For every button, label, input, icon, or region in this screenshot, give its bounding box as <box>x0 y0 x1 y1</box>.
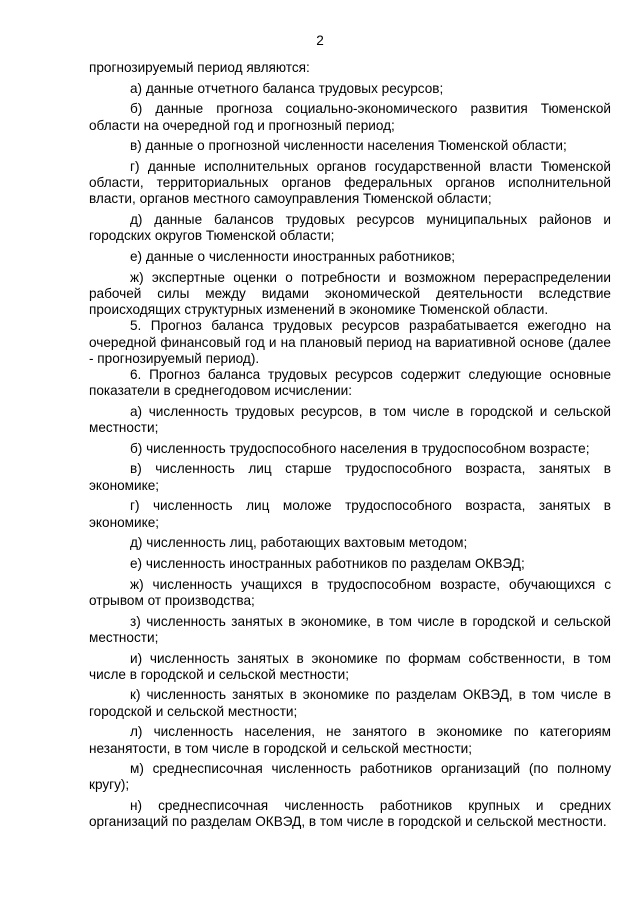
paragraph-indicator-d: д) численность лиц, работающих вахтовым методом; <box>130 535 468 551</box>
paragraph-source-b: б) данные прогноза социально-экономического развития Тюменской области на очередной год и прогнозный период; <box>89 101 611 133</box>
paragraph-clause-6: 6. Прогноз баланса трудовых ресурсов содержит следующие основные показатели в среднегодовом исчислении: <box>89 366 611 399</box>
paragraph-indicator-m: м) среднесписочная численность работников организаций (по полному кругу); <box>89 761 611 793</box>
paragraph-indicator-zh: ж) численность учащихся в трудоспособном возрасте, обучающихся с отрывом от производства; <box>89 576 611 608</box>
paragraph-source-g: г) данные исполнительных органов государственной власти Тюменской области, территориальных органов федеральных органов исполнительной власти, органов местного самоуправления Тюменской области; <box>89 159 611 207</box>
paragraph-source-zh: ж) экспертные оценки о потребности и возможном перераспределении рабочей силы между видами экономической деятельности вследствие происходящих структурных изменений в экономике Тюменской области. <box>89 269 611 318</box>
paragraph-clause-5: 5. Прогноз баланса трудовых ресурсов разрабатывается ежегодно на очередной финансовый год и на плановый период на вариативной основе (далее - прогнозируемый период). <box>89 318 611 366</box>
paragraph-intro: прогнозируемый период являются: <box>89 60 310 75</box>
page-number: 2 <box>316 33 324 48</box>
paragraph-indicator-a: а) численность трудовых ресурсов, в том числе в городской и сельской местности; <box>89 403 611 436</box>
paragraph-indicator-b: б) численность трудоспособного населения в трудоспособном возрасте; <box>130 440 590 456</box>
paragraph-indicator-i: и) численность занятых в экономике по формам собственности, в том числе в городской и сельской местности; <box>89 650 611 682</box>
paragraph-source-d: д) данные балансов трудовых ресурсов муниципальных районов и городских округов Тюменской области; <box>89 212 611 244</box>
paragraph-indicator-z: з) численность занятых в экономике, в том числе в городской и сельской местности; <box>89 613 611 645</box>
paragraph-source-v: в) данные о прогнозной численности населения Тюменской области; <box>130 138 567 154</box>
document-body <box>89 60 611 835</box>
paragraph-indicator-e: е) численность иностранных работников по разделам ОКВЭД; <box>130 555 525 571</box>
paragraph-indicator-k: к) численность занятых в экономике по разделам ОКВЭД, в том числе в городской и сельской местности; <box>89 687 611 719</box>
paragraph-indicator-g: г) численность лиц моложе трудоспособного возраста, занятых в экономике; <box>89 498 611 530</box>
paragraph-indicator-v: в) численность лиц старше трудоспособного возраста, занятых в экономике; <box>89 461 611 493</box>
paragraph-indicator-n: н) среднесписочная численность работников крупных и средних организаций по разделам ОКВЭД, в том числе в городской и сельской местности. <box>89 798 611 830</box>
paragraph-source-a: а) данные отчетного баланса трудовых ресурсов; <box>130 80 444 96</box>
paragraph-source-e: е) данные о численности иностранных работников; <box>130 249 456 265</box>
paragraph-indicator-l: л) численность населения, не занятого в экономике по категориям незанятости, в том числе в городской и сельской местности; <box>89 724 611 756</box>
